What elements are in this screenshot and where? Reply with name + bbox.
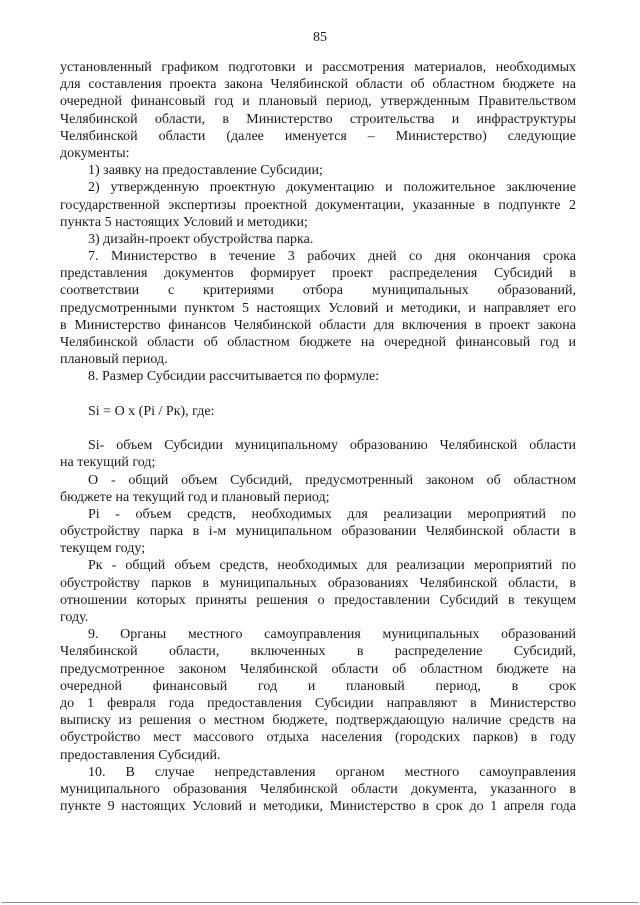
text-line: Челябинской области, включенных в распределение Субсидий, (60, 644, 576, 660)
text-line: в Министерство финансов Челябинской области для включения в проект закона (60, 317, 576, 333)
text-line: 8. Размер Субсидии рассчитывается по формуле: (88, 369, 380, 385)
text-line: О - общий объем Субсидий, предусмотренный законом об областном (88, 472, 576, 488)
text-line: пункта 5 настоящих Условий и методики; (60, 214, 308, 230)
text-line: 1) заявку на предоставление Субсидии; (88, 163, 323, 179)
text-line: бюджете на текущий год и плановый период; (60, 489, 330, 505)
text-line: обустройство мест массового отдыха населения (городских парков) в году (60, 730, 576, 746)
text-line: 3) дизайн-проект обустройства парка. (88, 231, 314, 247)
text-line: государственной экспертизы проектной документации, указанные в подпункте 2 (60, 197, 576, 213)
text-line: 10. В случае непредставления органом местного самоуправления (88, 764, 576, 780)
text-line: отношении которых приняты решения о предоставлении Субсидий в текущем (60, 592, 576, 608)
text-line: установленный графиком подготовки и рассмотрения материалов, необходимых (60, 60, 576, 75)
text-line: Pк - общий объем средств, необходимых для реализации мероприятий по (88, 558, 576, 574)
text-line: Челябинской области, в Министерство строительства и инфраструктуры (60, 111, 576, 127)
text-line: Челябинской области (далее именуется – Министерство) следующие (60, 128, 576, 144)
text-line: муниципального образования Челябинской области документа, указанного в (60, 781, 576, 797)
text-line: году. (60, 610, 89, 625)
text-line: Челябинской области об областном бюджете на очередной финансовый год и (60, 335, 576, 350)
document-body (60, 59, 576, 815)
page-number: 85 (313, 30, 327, 45)
text-line: для составления проекта закона Челябинской области об областном бюджете на (60, 77, 576, 93)
text-line: соответствии с критериями отбора муниципальных образований, (60, 283, 576, 299)
text-line: плановый период. (60, 352, 168, 368)
text-line: Pi - объем средств, необходимых для реализации мероприятий по (88, 506, 576, 522)
text-line: очередной финансовый год и плановый период, утвержденным Правительством (60, 94, 576, 110)
page-bottom-edge (2, 902, 638, 903)
text-line: 9. Органы местного самоуправления муниципальных образований (88, 627, 576, 643)
text-line: предоставления Субсидий. (60, 747, 221, 763)
text-line: на текущий год; (60, 455, 156, 471)
text-line: обустройству парка в i-м муниципальном образовании Челябинской области в (60, 524, 576, 540)
text-line: текущем году; (60, 541, 146, 557)
text-line: Si- объем Субсидии муниципальному образованию Челябинской области (88, 438, 576, 454)
formula: Si = O x (Pi / Pк), где: (88, 403, 215, 419)
text-line: выписку из решения о местном бюджете, подтверждающую наличие средств на (60, 713, 576, 729)
text-line: предусмотренное законом Челябинской области об областном бюджете на (60, 661, 576, 677)
text-line: пункте 9 настоящих Условий и методики, Министерство в срок до 1 апреля года (60, 799, 576, 815)
blank-line (60, 386, 576, 403)
text-line: обустройству парков в муниципальных образованиях Челябинской области, в (60, 575, 576, 591)
text-line: 2) утвержденную проектную документацию и положительное заключение (88, 180, 576, 196)
text-line: представления документов формирует проект распределения Субсидий в (60, 266, 576, 282)
text-line: предусмотренными пунктом 5 настоящих Условий и методики, и направляет его (60, 300, 576, 316)
text-line: до 1 февраля года предоставления Субсидии направляют в Министерство (60, 695, 576, 711)
blank-line (60, 420, 576, 437)
text-line: очередной финансовый год и плановый период, в срок (60, 678, 576, 694)
text-line: 7. Министерство в течение 3 рабочих дней со дня окончания срока (88, 249, 576, 265)
text-line: документы: (60, 145, 130, 161)
